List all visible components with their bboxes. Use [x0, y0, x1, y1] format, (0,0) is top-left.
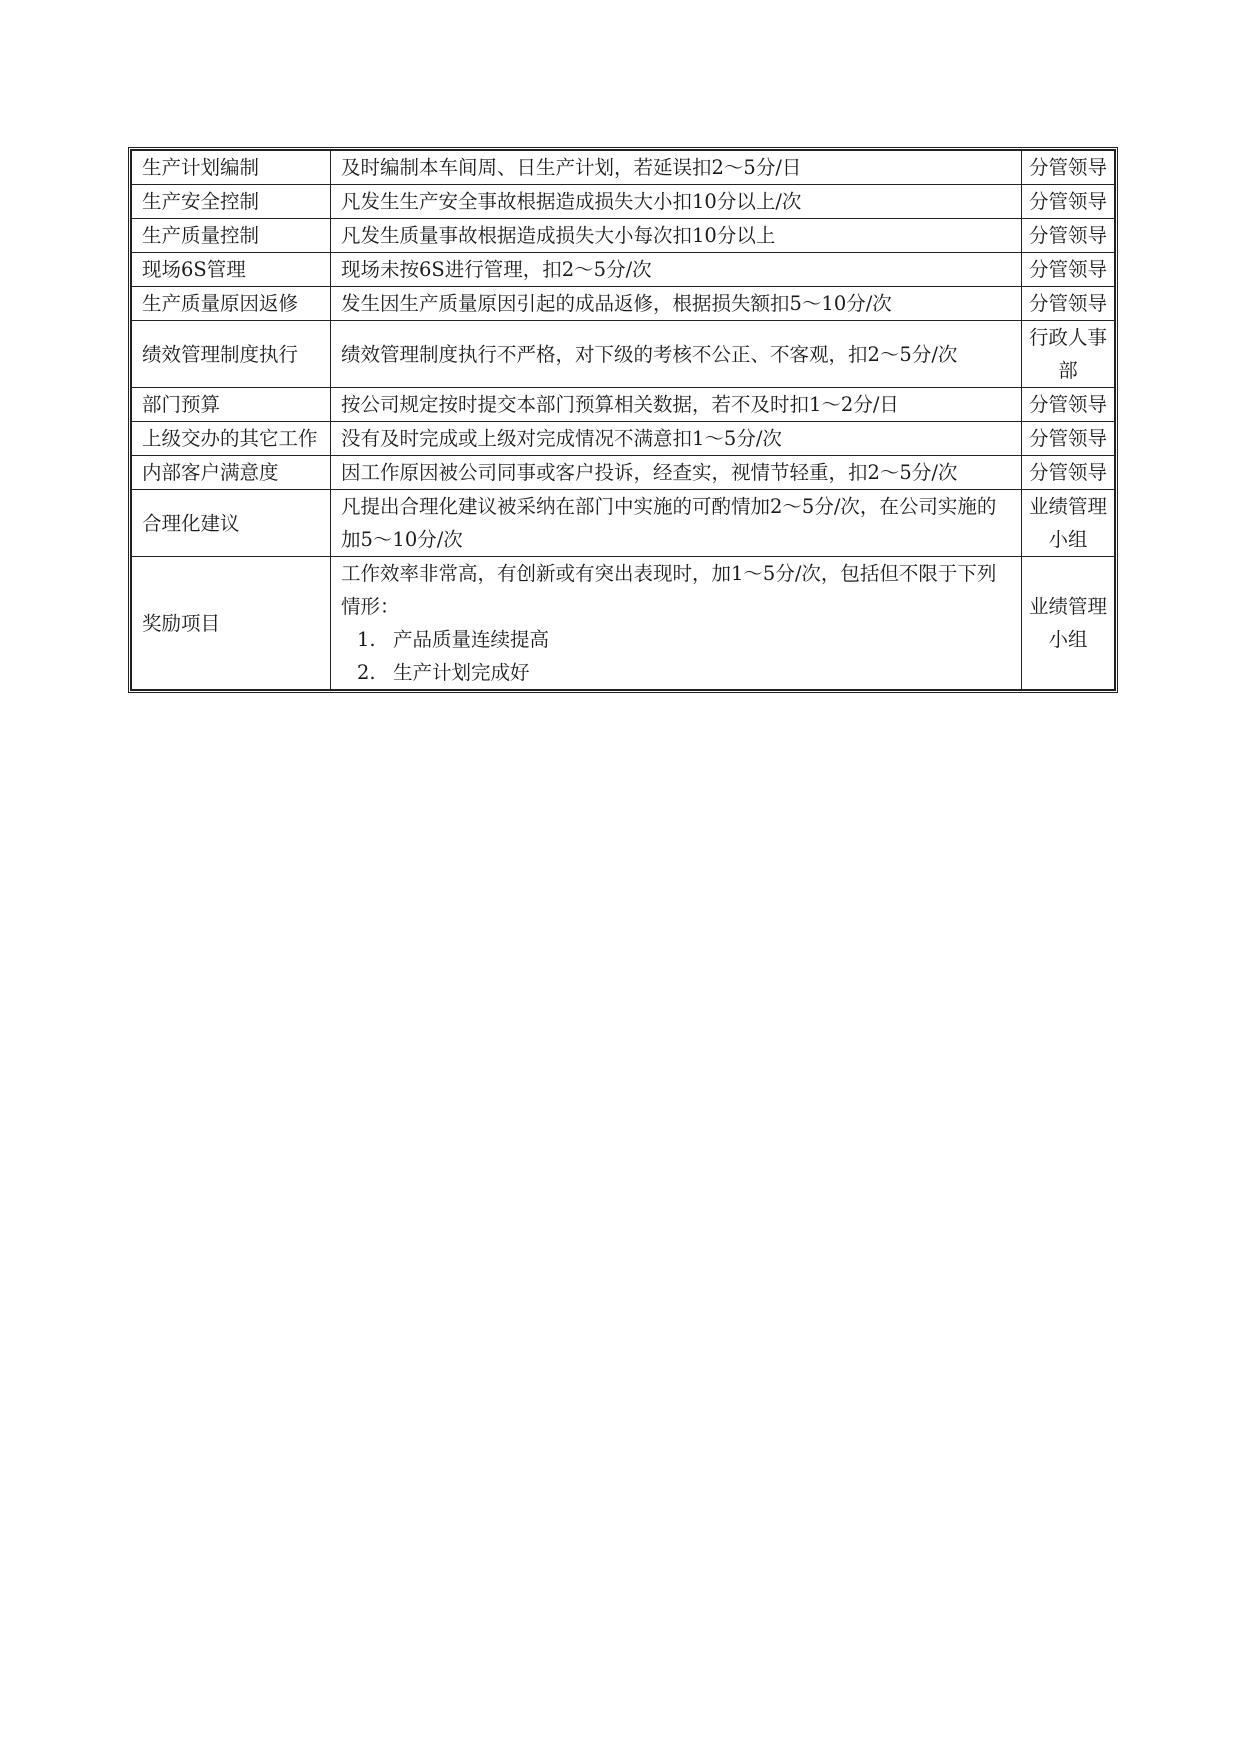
description-cell: 凡发生质量事故根据造成损失大小每次扣10分以上 [331, 219, 1022, 253]
item-cell: 内部客户满意度 [132, 456, 331, 490]
table-row [132, 490, 1115, 557]
table-row [132, 219, 1115, 253]
list-number: 1. [357, 628, 376, 651]
description-cell: 没有及时完成或上级对完成情况不满意扣1～5分/次 [331, 422, 1022, 456]
owner-cell: 分管领导 [1022, 388, 1115, 422]
table-row [132, 151, 1115, 185]
item-cell: 生产质量控制 [132, 219, 331, 253]
description-cell: 及时编制本车间周、日生产计划，若延误扣2～5分/日 [331, 151, 1022, 185]
table-row [132, 287, 1115, 321]
table-row [132, 388, 1115, 422]
table-row [132, 321, 1115, 388]
owner-cell: 分管领导 [1022, 219, 1115, 253]
owner-cell: 分管领导 [1022, 185, 1115, 219]
item-cell: 部门预算 [132, 388, 331, 422]
description-cell: 按公司规定按时提交本部门预算相关数据，若不及时扣1～2分/日 [331, 388, 1022, 422]
item-cell: 上级交办的其它工作 [132, 422, 331, 456]
list-number: 2. [357, 661, 376, 684]
owner-cell: 分管领导 [1022, 456, 1115, 490]
list-text: 生产计划完成好 [393, 661, 530, 684]
owner-cell: 行政人事部 [1022, 321, 1115, 388]
assessment-table [128, 147, 1118, 693]
list-text: 产品质量连续提高 [393, 628, 550, 651]
item-cell: 合理化建议 [132, 490, 331, 557]
description-cell [331, 557, 1022, 690]
table-row [132, 422, 1115, 456]
description-cell: 凡提出合理化建议被采纳在部门中实施的可酌情加2～5分/次，在公司实施的加5～10分/次 [331, 490, 1022, 557]
reward-row [132, 557, 1115, 690]
table-row [132, 253, 1115, 287]
owner-cell: 分管领导 [1022, 253, 1115, 287]
description-cell: 发生因生产质量原因引起的成品返修，根据损失额扣5～10分/次 [331, 287, 1022, 321]
description-cell: 因工作原因被公司同事或客户投诉，经查实，视情节轻重，扣2～5分/次 [331, 456, 1022, 490]
description-cell: 凡发生生产安全事故根据造成损失大小扣10分以上/次 [331, 185, 1022, 219]
item-cell: 生产质量原因返修 [132, 287, 331, 321]
reward-list [341, 623, 1011, 689]
item-cell: 现场6S管理 [132, 253, 331, 287]
list-item [341, 623, 1011, 656]
description-cell: 现场未按6S进行管理，扣2～5分/次 [331, 253, 1022, 287]
item-cell: 生产计划编制 [132, 151, 331, 185]
list-item [341, 656, 1011, 689]
assessment-table-grid [131, 150, 1115, 690]
item-cell: 生产安全控制 [132, 185, 331, 219]
reward-description: 工作效率非常高，有创新或有突出表现时，加1～5分/次，包括但不限于下列情形： [341, 562, 997, 618]
owner-cell: 业绩管理小组 [1022, 557, 1115, 690]
item-cell: 绩效管理制度执行 [132, 321, 331, 388]
table-row [132, 185, 1115, 219]
owner-cell: 业绩管理小组 [1022, 490, 1115, 557]
owner-cell: 分管领导 [1022, 422, 1115, 456]
description-cell: 绩效管理制度执行不严格，对下级的考核不公正、不客观，扣2～5分/次 [331, 321, 1022, 388]
owner-cell: 分管领导 [1022, 287, 1115, 321]
owner-cell: 分管领导 [1022, 151, 1115, 185]
item-cell: 奖励项目 [132, 557, 331, 690]
table-row [132, 456, 1115, 490]
